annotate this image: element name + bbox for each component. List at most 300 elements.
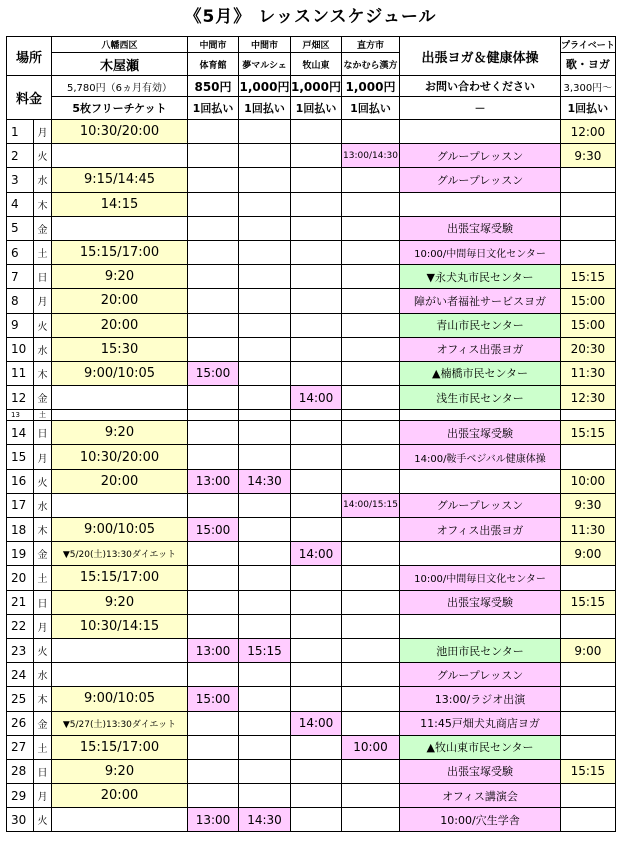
schedule-cell (561, 808, 616, 832)
day-row (7, 566, 616, 590)
schedule-cell: 12:30 (561, 386, 616, 410)
weekday: 火 (34, 144, 52, 168)
day-number: 13 (7, 410, 34, 421)
schedule-cell: 14:00/15:15 (342, 493, 400, 517)
schedule-cell (342, 590, 400, 614)
schedule-cell (291, 144, 342, 168)
schedule-cell (291, 808, 342, 832)
weekday: 火 (34, 313, 52, 337)
schedule-cell (342, 566, 400, 590)
day-row (7, 144, 616, 168)
day-row (7, 638, 616, 662)
schedule-cell (291, 784, 342, 808)
schedule-cell (239, 144, 291, 168)
day-row (7, 687, 616, 711)
schedule-cell (239, 289, 291, 313)
weekday: 月 (34, 289, 52, 313)
ticket-label: － (400, 97, 561, 120)
schedule-cell (188, 410, 239, 421)
schedule-cell: 出張宝塚受験 (400, 421, 561, 445)
schedule-cell (188, 590, 239, 614)
schedule-cell (188, 614, 239, 638)
schedule-cell (342, 361, 400, 385)
schedule-cell (239, 421, 291, 445)
schedule-cell: グループレッスン (400, 144, 561, 168)
day-row (7, 784, 616, 808)
weekday: 月 (34, 445, 52, 469)
schedule-cell (291, 663, 342, 687)
day-number: 6 (7, 240, 34, 264)
day-row (7, 590, 616, 614)
schedule-cell: 出張宝塚受験 (400, 759, 561, 783)
schedule-cell (291, 469, 342, 493)
schedule-cell: 池田市民センター (400, 638, 561, 662)
schedule-cell: 13:00/ラジオ出演 (400, 687, 561, 711)
area-label: 中間市 (239, 37, 291, 53)
day-row (7, 493, 616, 517)
schedule-cell (291, 518, 342, 542)
day-number: 25 (7, 687, 34, 711)
schedule-cell (342, 808, 400, 832)
weekday: 木 (34, 518, 52, 542)
venue-label: 出張ヨガ＆健康体操 (400, 37, 561, 76)
schedule-cell (561, 663, 616, 687)
schedule-cell (291, 313, 342, 337)
schedule-cell (188, 216, 239, 240)
schedule-cell: 10:00/中間毎日文化センター (400, 566, 561, 590)
weekday: 日 (34, 759, 52, 783)
day-number: 24 (7, 663, 34, 687)
schedule-cell (561, 566, 616, 590)
schedule-cell (342, 445, 400, 469)
schedule-cell: 9:00 (561, 542, 616, 566)
day-number: 28 (7, 759, 34, 783)
schedule-cell (291, 614, 342, 638)
schedule-cell (291, 445, 342, 469)
schedule-cell (188, 445, 239, 469)
day-row (7, 361, 616, 385)
schedule-cell (188, 711, 239, 735)
schedule-cell (342, 614, 400, 638)
day-row (7, 469, 616, 493)
day-number: 17 (7, 493, 34, 517)
schedule-cell: 9:00/10:05 (52, 361, 188, 385)
schedule-cell: 14:30 (239, 469, 291, 493)
schedule-cell (188, 759, 239, 783)
venue-label: 歌・ヨガ (561, 53, 616, 76)
schedule-cell: 9:00/10:05 (52, 518, 188, 542)
weekday: 土 (34, 566, 52, 590)
schedule-cell: 9:15/14:45 (52, 168, 188, 192)
schedule-cell (291, 216, 342, 240)
schedule-cell (561, 192, 616, 216)
schedule-cell: 20:00 (52, 469, 188, 493)
schedule-cell (342, 518, 400, 542)
weekday: 土 (34, 735, 52, 759)
day-number: 21 (7, 590, 34, 614)
schedule-cell (342, 216, 400, 240)
schedule-cell (188, 493, 239, 517)
schedule-cell (188, 265, 239, 289)
schedule-cell (291, 687, 342, 711)
schedule-cell (239, 614, 291, 638)
schedule-cell: 20:00 (52, 289, 188, 313)
day-number: 16 (7, 469, 34, 493)
day-row (7, 445, 616, 469)
schedule-cell (291, 337, 342, 361)
schedule-cell (342, 313, 400, 337)
day-row (7, 313, 616, 337)
schedule-cell: 9:20 (52, 421, 188, 445)
venue-label: 木屋瀬 (52, 53, 188, 76)
schedule-cell: 14:00/鞍手ベジバル健康体操 (400, 445, 561, 469)
venue-label: 夢マルシェ (239, 53, 291, 76)
day-row (7, 386, 616, 410)
day-row (7, 192, 616, 216)
schedule-cell: 15:15 (561, 265, 616, 289)
schedule-cell: 20:00 (52, 784, 188, 808)
schedule-cell (239, 518, 291, 542)
ticket-label: 5枚フリーチケット (52, 97, 188, 120)
schedule-cell (188, 566, 239, 590)
weekday: 土 (34, 240, 52, 264)
price-label: 1,000円 (239, 76, 291, 97)
place-header: 場所 (7, 37, 52, 76)
day-row (7, 759, 616, 783)
schedule-cell: 10:00 (561, 469, 616, 493)
schedule-cell (239, 337, 291, 361)
schedule-cell (188, 735, 239, 759)
schedule-cell: 14:00 (291, 542, 342, 566)
schedule-cell (400, 469, 561, 493)
schedule-cell: 14:00 (291, 386, 342, 410)
schedule-cell: ▼5/20(土)13:30ダイエット (52, 542, 188, 566)
page-title: 《5月》 レッスンスケジュール (184, 7, 437, 27)
schedule-cell (188, 289, 239, 313)
schedule-cell: グループレッスン (400, 663, 561, 687)
price-label: お問い合わせください (400, 76, 561, 97)
day-number: 4 (7, 192, 34, 216)
schedule-cell (291, 168, 342, 192)
schedule-cell (400, 614, 561, 638)
weekday: 日 (34, 265, 52, 289)
schedule-cell: ▼永犬丸市民センター (400, 265, 561, 289)
schedule-cell (342, 711, 400, 735)
schedule-cell: 青山市民センター (400, 313, 561, 337)
schedule-cell (342, 120, 400, 144)
schedule-cell: 15:15 (561, 421, 616, 445)
schedule-cell (52, 410, 188, 421)
schedule-cell (561, 445, 616, 469)
day-row (7, 614, 616, 638)
schedule-cell (561, 711, 616, 735)
schedule-cell: 15:15 (561, 590, 616, 614)
schedule-cell: 10:30/14:15 (52, 614, 188, 638)
schedule-cell: 15:00 (561, 313, 616, 337)
weekday: 月 (34, 614, 52, 638)
schedule-cell (239, 410, 291, 421)
day-row (7, 808, 616, 832)
day-row (7, 663, 616, 687)
schedule-cell (342, 192, 400, 216)
schedule-cell (239, 386, 291, 410)
schedule-cell (342, 240, 400, 264)
day-number: 27 (7, 735, 34, 759)
schedule-cell (239, 313, 291, 337)
schedule-cell: 9:20 (52, 265, 188, 289)
schedule-cell: 出張宝塚受験 (400, 590, 561, 614)
schedule-cell (400, 410, 561, 421)
schedule-cell: ▼5/27(土)13:30ダイエット (52, 711, 188, 735)
schedule-cell (239, 216, 291, 240)
weekday: 水 (34, 663, 52, 687)
schedule-cell (561, 216, 616, 240)
day-row (7, 265, 616, 289)
schedule-cell: 9:30 (561, 144, 616, 168)
day-row (7, 410, 616, 421)
schedule-cell (291, 759, 342, 783)
day-row (7, 735, 616, 759)
day-number: 11 (7, 361, 34, 385)
day-row (7, 337, 616, 361)
day-row (7, 542, 616, 566)
weekday: 水 (34, 168, 52, 192)
schedule-cell: 15:15/17:00 (52, 240, 188, 264)
schedule-cell: 15:00 (188, 361, 239, 385)
schedule-cell (561, 735, 616, 759)
weekday: 土 (34, 410, 52, 421)
day-number: 3 (7, 168, 34, 192)
schedule-cell (188, 784, 239, 808)
day-number: 5 (7, 216, 34, 240)
day-row (7, 168, 616, 192)
schedule-cell: オフィス講演会 (400, 784, 561, 808)
ticket-label: 1回払い (342, 97, 400, 120)
weekday: 金 (34, 386, 52, 410)
schedule-cell (52, 493, 188, 517)
schedule-cell: 14:15 (52, 192, 188, 216)
schedule-cell (188, 386, 239, 410)
schedule-cell (342, 759, 400, 783)
schedule-cell (188, 663, 239, 687)
schedule-cell (188, 313, 239, 337)
weekday: 日 (34, 421, 52, 445)
schedule-cell (52, 638, 188, 662)
day-number: 30 (7, 808, 34, 832)
schedule-cell: 13:00 (188, 808, 239, 832)
area-label: 戸畑区 (291, 37, 342, 53)
schedule-cell: グループレッスン (400, 168, 561, 192)
schedule-cell (291, 240, 342, 264)
schedule-cell (291, 735, 342, 759)
schedule-cell: 9:20 (52, 759, 188, 783)
day-number: 12 (7, 386, 34, 410)
schedule-cell (188, 542, 239, 566)
schedule-cell: 13:00 (188, 638, 239, 662)
schedule-cell (239, 168, 291, 192)
schedule-cell (239, 687, 291, 711)
schedule-cell (52, 144, 188, 168)
weekday: 木 (34, 361, 52, 385)
schedule-cell (561, 614, 616, 638)
weekday: 金 (34, 711, 52, 735)
day-number: 29 (7, 784, 34, 808)
day-row (7, 711, 616, 735)
ticket-label: 1回払い (561, 97, 616, 120)
day-row (7, 518, 616, 542)
schedule-cell (188, 192, 239, 216)
schedule-cell (188, 240, 239, 264)
weekday: 月 (34, 120, 52, 144)
day-row (7, 240, 616, 264)
schedule-cell: 15:00 (188, 687, 239, 711)
day-number: 22 (7, 614, 34, 638)
schedule-cell (239, 192, 291, 216)
schedule-cell (342, 663, 400, 687)
schedule-cell: 20:00 (52, 313, 188, 337)
schedule-cell (52, 386, 188, 410)
schedule-cell (52, 663, 188, 687)
day-number: 18 (7, 518, 34, 542)
schedule-cell (342, 469, 400, 493)
schedule-cell (239, 542, 291, 566)
schedule-cell: 9:00/10:05 (52, 687, 188, 711)
schedule-cell: 10:00/穴生学舎 (400, 808, 561, 832)
schedule-cell: 9:20 (52, 590, 188, 614)
weekday: 木 (34, 192, 52, 216)
day-row (7, 289, 616, 313)
price-label: 1,000円 (342, 76, 400, 97)
area-label: 八幡西区 (52, 37, 188, 53)
schedule-cell: 出張宝塚受験 (400, 216, 561, 240)
schedule-cell (400, 120, 561, 144)
schedule-cell: 14:00 (291, 711, 342, 735)
day-number: 20 (7, 566, 34, 590)
schedule-cell (188, 337, 239, 361)
weekday: 火 (34, 638, 52, 662)
schedule-cell: 9:00 (561, 638, 616, 662)
schedule-cell: 障がい者福祉サービスヨガ (400, 289, 561, 313)
price-label: 850円 (188, 76, 239, 97)
schedule-cell (239, 735, 291, 759)
fee-header: 料金 (7, 76, 52, 120)
schedule-cell: 10:30/20:00 (52, 120, 188, 144)
schedule-cell (561, 168, 616, 192)
weekday: 金 (34, 542, 52, 566)
schedule-cell (291, 265, 342, 289)
day-row (7, 421, 616, 445)
schedule-cell (239, 590, 291, 614)
schedule-cell (400, 192, 561, 216)
schedule-cell (52, 216, 188, 240)
schedule-cell (561, 784, 616, 808)
area-label: 中間市 (188, 37, 239, 53)
venue-label: 牧山東 (291, 53, 342, 76)
schedule-cell (239, 784, 291, 808)
schedule-cell (342, 337, 400, 361)
schedule-cell (342, 289, 400, 313)
price-label: 1,000円 (291, 76, 342, 97)
price-label: 3,300円～ (561, 76, 616, 97)
schedule-cell (188, 168, 239, 192)
schedule-cell (342, 168, 400, 192)
schedule-cell: 11:45戸畑犬丸商店ヨガ (400, 711, 561, 735)
schedule-cell: グループレッスン (400, 493, 561, 517)
schedule-cell: 10:00 (342, 735, 400, 759)
schedule-cell (342, 542, 400, 566)
schedule-cell (291, 120, 342, 144)
schedule-cell (291, 289, 342, 313)
schedule-cell (188, 144, 239, 168)
schedule-cell (291, 410, 342, 421)
schedule-cell (239, 663, 291, 687)
schedule-cell (342, 265, 400, 289)
schedule-cell: 12:00 (561, 120, 616, 144)
weekday: 日 (34, 590, 52, 614)
area-label: 直方市 (342, 37, 400, 53)
weekday: 水 (34, 493, 52, 517)
schedule-cell (291, 421, 342, 445)
day-number: 23 (7, 638, 34, 662)
schedule-cell: 9:30 (561, 493, 616, 517)
day-number: 8 (7, 289, 34, 313)
venue-label: 体育館 (188, 53, 239, 76)
ticket-label: 1回払い (239, 97, 291, 120)
schedule-cell (342, 638, 400, 662)
weekday: 木 (34, 687, 52, 711)
weekday: 金 (34, 216, 52, 240)
schedule-cell: ▲牧山東市民センター (400, 735, 561, 759)
weekday: 水 (34, 337, 52, 361)
ticket-label: 1回払い (291, 97, 342, 120)
schedule-cell (291, 192, 342, 216)
price-label: 5,780円（6ヵ月有効） (52, 76, 188, 97)
schedule-cell (342, 421, 400, 445)
day-number: 2 (7, 144, 34, 168)
venue-label: なかむら漢方 (342, 53, 400, 76)
schedule-cell (239, 240, 291, 264)
area-label: プライベート (561, 37, 616, 53)
schedule-cell: オフィス出張ヨガ (400, 518, 561, 542)
schedule-cell: 13:00 (188, 469, 239, 493)
schedule-cell (342, 784, 400, 808)
schedule-cell (239, 711, 291, 735)
weekday: 火 (34, 808, 52, 832)
schedule-cell (239, 445, 291, 469)
schedule-cell (561, 687, 616, 711)
schedule-cell (291, 638, 342, 662)
schedule-cell: 15:15/17:00 (52, 735, 188, 759)
schedule-cell: 20:30 (561, 337, 616, 361)
schedule-cell: 浅生市民センター (400, 386, 561, 410)
schedule-cell (239, 265, 291, 289)
schedule-cell (239, 759, 291, 783)
day-number: 9 (7, 313, 34, 337)
schedule-cell (561, 240, 616, 264)
schedule-cell (239, 361, 291, 385)
day-number: 14 (7, 421, 34, 445)
day-number: 10 (7, 337, 34, 361)
weekday: 火 (34, 469, 52, 493)
schedule-cell (52, 808, 188, 832)
schedule-cell (400, 542, 561, 566)
schedule-cell: 15:15/17:00 (52, 566, 188, 590)
schedule-cell: 10:30/20:00 (52, 445, 188, 469)
schedule-cell: 11:30 (561, 361, 616, 385)
schedule-cell: 15:15 (239, 638, 291, 662)
day-number: 1 (7, 120, 34, 144)
schedule-cell: 13:00/14:30 (342, 144, 400, 168)
